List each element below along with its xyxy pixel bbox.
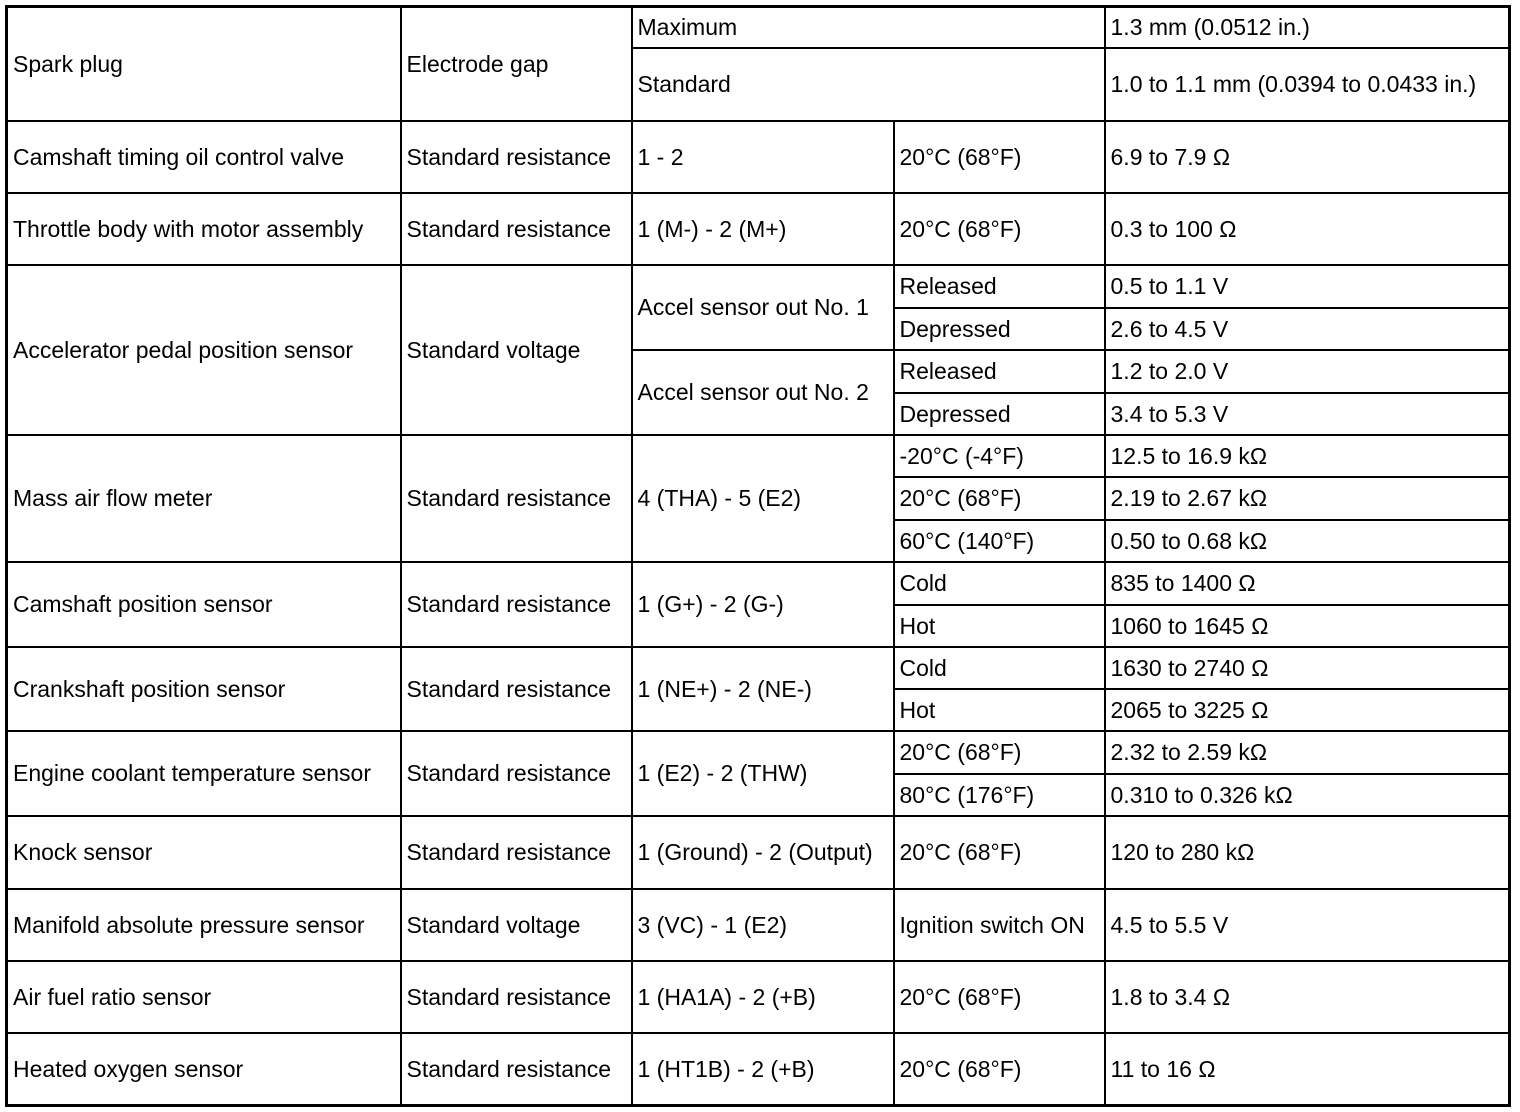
condition-cell: 60°C (140°F) (894, 520, 1105, 562)
terminal-cell: 4 (THA) - 5 (E2) (632, 435, 894, 562)
value-cell: 120 to 280 kΩ (1105, 816, 1510, 889)
component-cell: Air fuel ratio sensor (7, 961, 401, 1033)
value-cell: 0.50 to 0.68 kΩ (1105, 520, 1510, 562)
condition-cell: Maximum (632, 7, 1105, 48)
value-cell: 6.9 to 7.9 Ω (1105, 121, 1510, 193)
condition-cell: Released (894, 265, 1105, 308)
item-cell: Standard resistance (401, 121, 632, 193)
component-cell: Camshaft timing oil control valve (7, 121, 401, 193)
terminal-cell: 1 (HA1A) - 2 (+B) (632, 961, 894, 1033)
component-cell: Mass air flow meter (7, 435, 401, 562)
item-cell: Standard resistance (401, 731, 632, 816)
condition-cell: Standard (632, 48, 1105, 121)
value-cell: 1060 to 1645 Ω (1105, 605, 1510, 647)
terminal-cell: 1 (HT1B) - 2 (+B) (632, 1033, 894, 1106)
item-cell: Standard resistance (401, 193, 632, 265)
condition-cell: -20°C (-4°F) (894, 435, 1105, 477)
component-cell: Knock sensor (7, 816, 401, 889)
condition-cell: 20°C (68°F) (894, 731, 1105, 774)
condition-cell: Ignition switch ON (894, 889, 1105, 961)
item-cell: Standard voltage (401, 265, 632, 435)
value-cell: 1630 to 2740 Ω (1105, 647, 1510, 689)
component-cell: Manifold absolute pressure sensor (7, 889, 401, 961)
value-cell: 835 to 1400 Ω (1105, 562, 1510, 605)
terminal-cell: 1 (G+) - 2 (G-) (632, 562, 894, 647)
item-cell: Standard voltage (401, 889, 632, 961)
value-cell: 1.3 mm (0.0512 in.) (1105, 7, 1510, 48)
condition-cell: Depressed (894, 308, 1105, 350)
condition-cell: 20°C (68°F) (894, 121, 1105, 193)
table-row (7, 193, 1510, 265)
item-cell: Standard resistance (401, 562, 632, 647)
table-row (7, 121, 1510, 193)
value-cell: 2.6 to 4.5 V (1105, 308, 1510, 350)
table-row (7, 816, 1510, 889)
condition-cell: 20°C (68°F) (894, 1033, 1105, 1106)
value-cell: 0.3 to 100 Ω (1105, 193, 1510, 265)
terminal-cell: Accel sensor out No. 2 (632, 350, 894, 435)
terminal-cell: 1 (Ground) - 2 (Output) (632, 816, 894, 889)
condition-cell: 20°C (68°F) (894, 816, 1105, 889)
value-cell: 1.0 to 1.1 mm (0.0394 to 0.0433 in.) (1105, 48, 1510, 121)
value-cell: 12.5 to 16.9 kΩ (1105, 435, 1510, 477)
table-row (7, 7, 1510, 48)
condition-cell: 20°C (68°F) (894, 477, 1105, 520)
terminal-cell: 1 - 2 (632, 121, 894, 193)
value-cell: 0.310 to 0.326 kΩ (1105, 774, 1510, 816)
condition-cell: Cold (894, 562, 1105, 605)
table-row (7, 435, 1510, 477)
component-cell: Spark plug (7, 7, 401, 121)
component-cell: Crankshaft position sensor (7, 647, 401, 731)
condition-cell: Hot (894, 605, 1105, 647)
item-cell: Standard resistance (401, 961, 632, 1033)
value-cell: 11 to 16 Ω (1105, 1033, 1510, 1106)
value-cell: 2.19 to 2.67 kΩ (1105, 477, 1510, 520)
condition-cell: 80°C (176°F) (894, 774, 1105, 816)
table-row (7, 562, 1510, 605)
condition-cell: Hot (894, 689, 1105, 731)
value-cell: 2.32 to 2.59 kΩ (1105, 731, 1510, 774)
item-cell: Standard resistance (401, 647, 632, 731)
value-cell: 1.2 to 2.0 V (1105, 350, 1510, 393)
value-cell: 2065 to 3225 Ω (1105, 689, 1510, 731)
specification-table (5, 5, 1511, 1107)
terminal-cell: 3 (VC) - 1 (E2) (632, 889, 894, 961)
item-cell: Standard resistance (401, 435, 632, 562)
value-cell: 4.5 to 5.5 V (1105, 889, 1510, 961)
item-cell: Standard resistance (401, 816, 632, 889)
item-cell: Electrode gap (401, 7, 632, 121)
condition-cell: Cold (894, 647, 1105, 689)
table-row (7, 647, 1510, 689)
terminal-cell: 1 (NE+) - 2 (NE-) (632, 647, 894, 731)
condition-cell: Depressed (894, 393, 1105, 435)
condition-cell: Released (894, 350, 1105, 393)
table-row (7, 961, 1510, 1033)
component-cell: Camshaft position sensor (7, 562, 401, 647)
terminal-cell: 1 (E2) - 2 (THW) (632, 731, 894, 816)
terminal-cell: Accel sensor out No. 1 (632, 265, 894, 350)
condition-cell: 20°C (68°F) (894, 193, 1105, 265)
component-cell: Accelerator pedal position sensor (7, 265, 401, 435)
component-cell: Heated oxygen sensor (7, 1033, 401, 1106)
table-row (7, 731, 1510, 774)
value-cell: 0.5 to 1.1 V (1105, 265, 1510, 308)
value-cell: 3.4 to 5.3 V (1105, 393, 1510, 435)
value-cell: 1.8 to 3.4 Ω (1105, 961, 1510, 1033)
component-cell: Engine coolant temperature sensor (7, 731, 401, 816)
table-row (7, 1033, 1510, 1106)
condition-cell: 20°C (68°F) (894, 961, 1105, 1033)
table-row (7, 889, 1510, 961)
item-cell: Standard resistance (401, 1033, 632, 1106)
component-cell: Throttle body with motor assembly (7, 193, 401, 265)
table-row (7, 265, 1510, 308)
terminal-cell: 1 (M-) - 2 (M+) (632, 193, 894, 265)
